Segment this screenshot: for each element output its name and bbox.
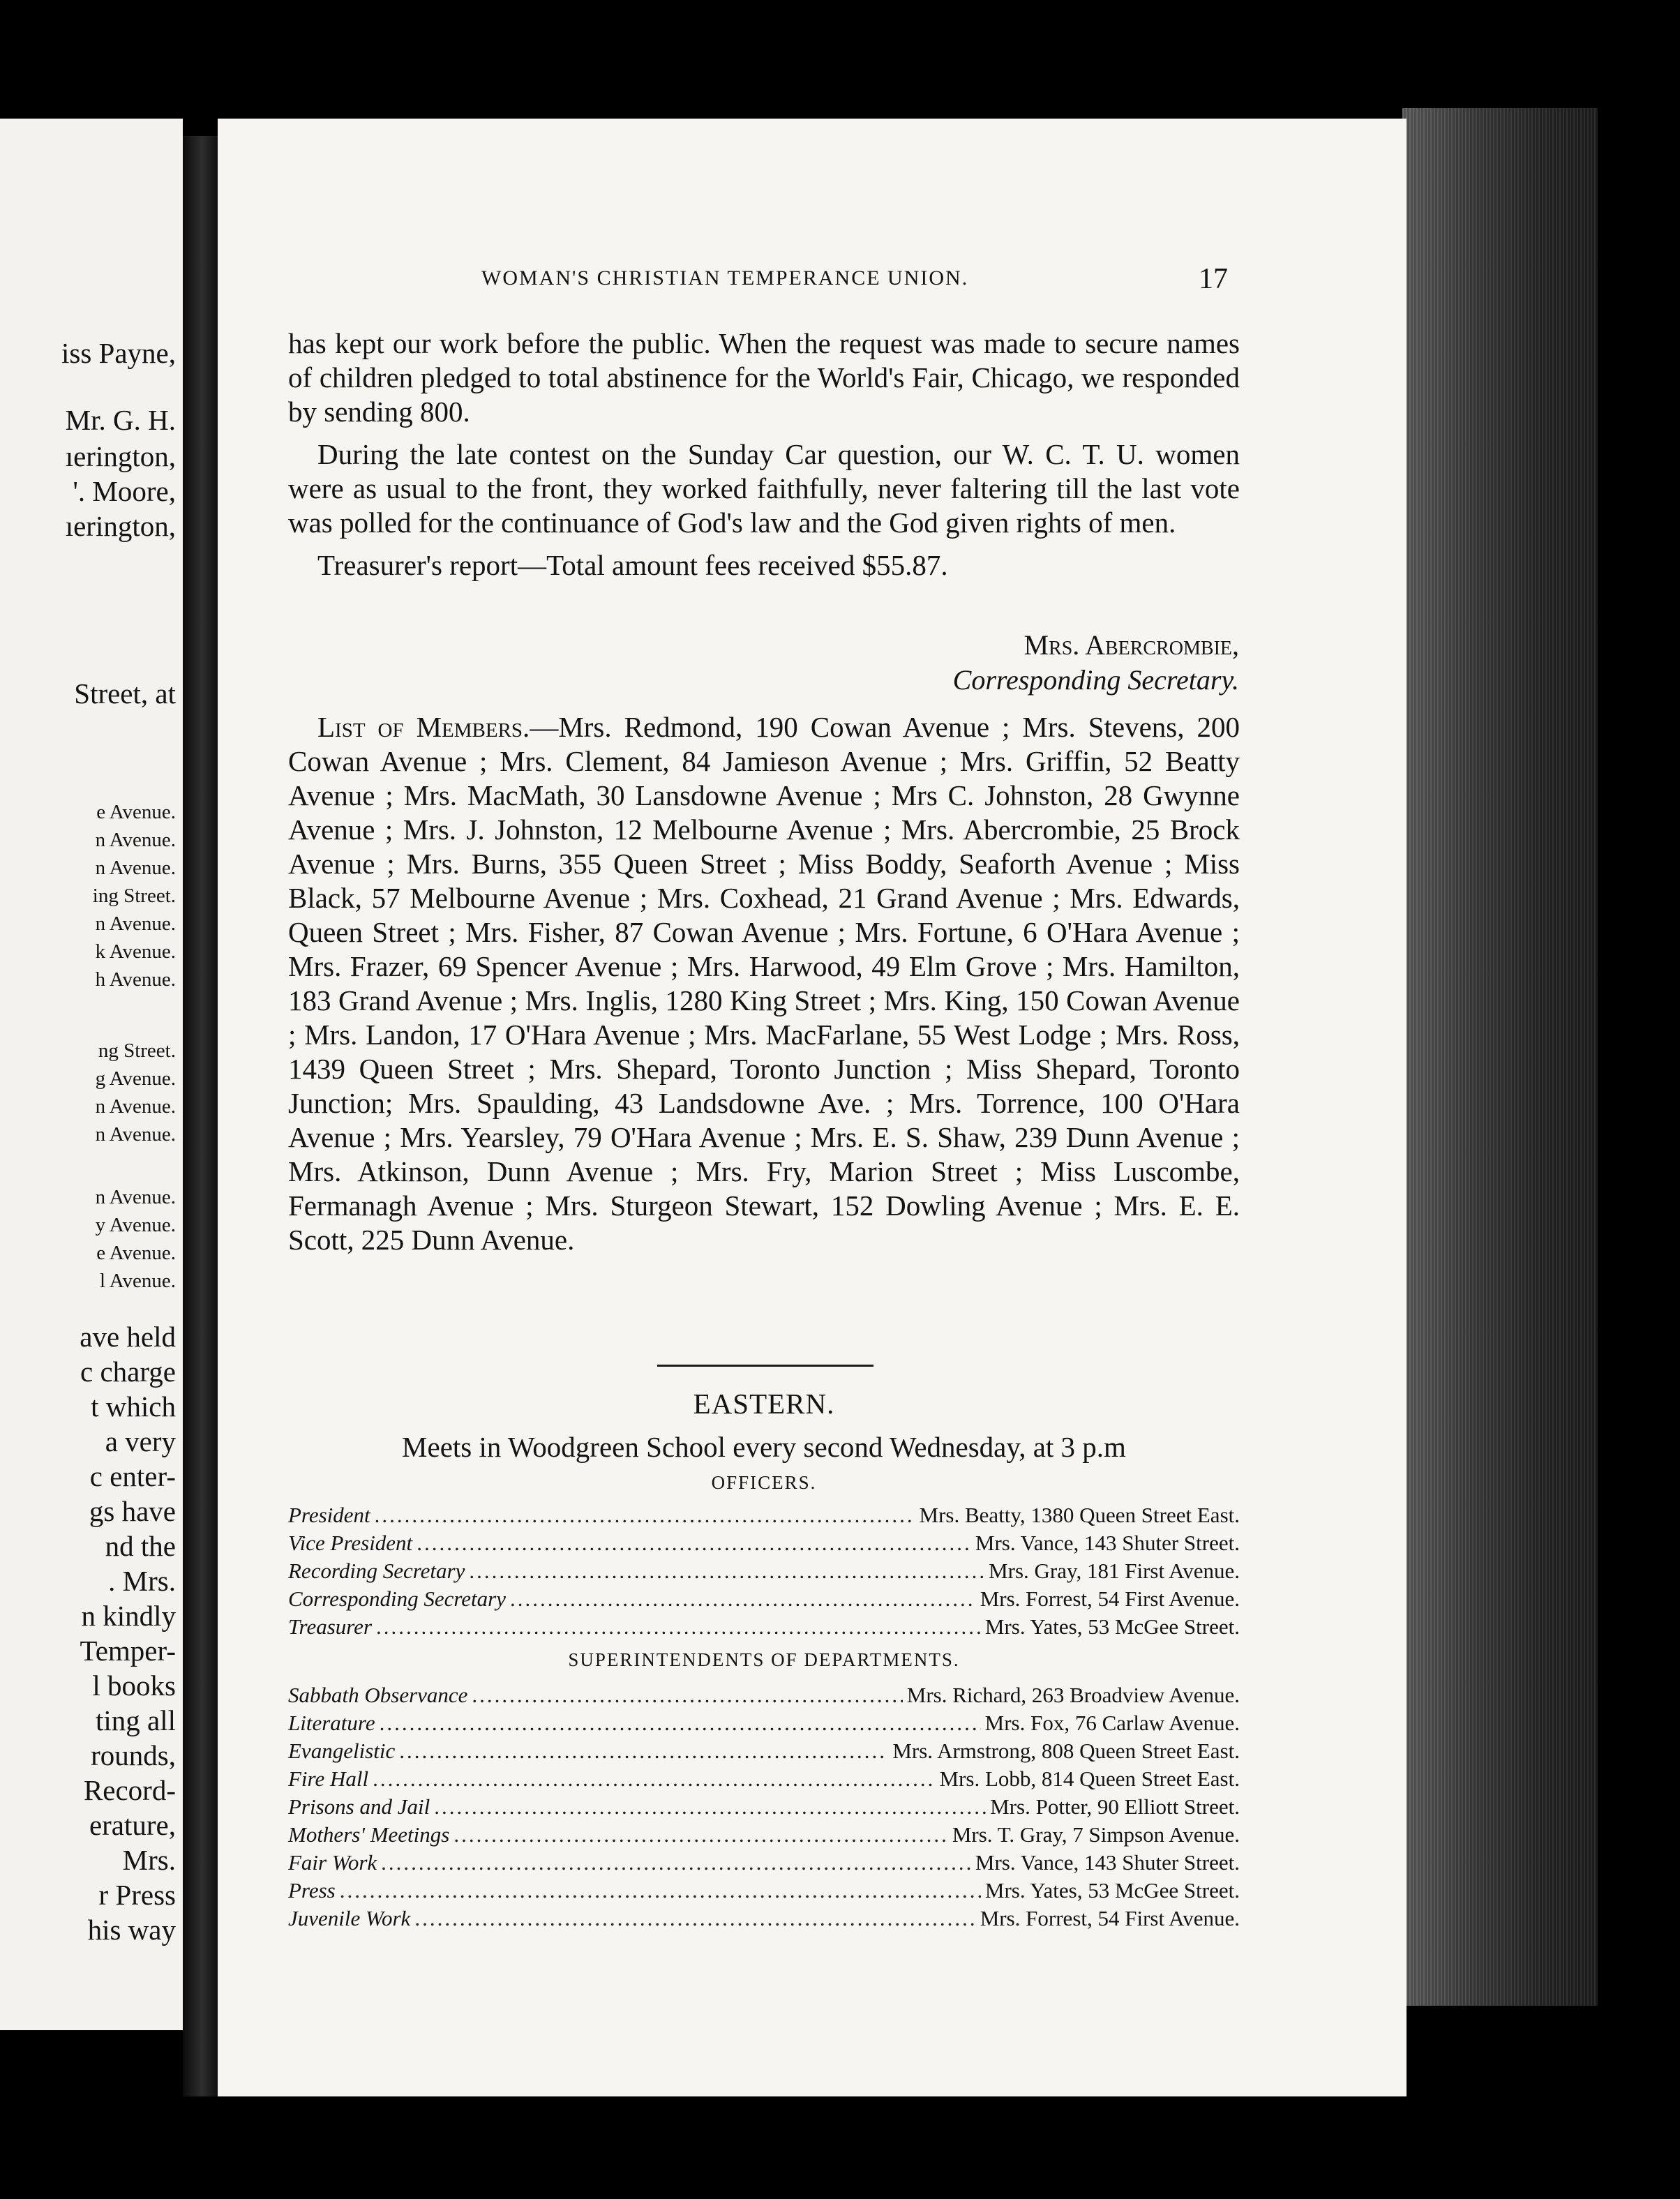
left-page-line: Mrs.	[122, 1844, 176, 1876]
section-title: EASTERN.	[693, 1388, 835, 1420]
officer-name: Mrs. Gray, 181 First Avenue.	[989, 1559, 1240, 1583]
officer-row	[288, 1585, 1240, 1613]
department-name: Literature	[288, 1711, 375, 1735]
officer-name: Mrs. Beatty, 1380 Queen Street East.	[919, 1503, 1240, 1527]
left-page-line: y Avenue.	[95, 1214, 176, 1236]
department-name: Juvenile Work	[288, 1906, 411, 1930]
left-page-line: his way	[87, 1914, 176, 1946]
officers-table	[288, 1501, 1240, 1641]
superintendent-row	[288, 1793, 1240, 1821]
left-page-line: gs have	[89, 1495, 176, 1527]
officer-row	[288, 1613, 1240, 1641]
officer-role: Vice President	[288, 1531, 413, 1555]
left-page-line: n Avenue.	[95, 1123, 176, 1146]
officer-name: Mrs. Vance, 143 Shuter Street.	[975, 1531, 1240, 1555]
left-page-line: n Avenue.	[95, 857, 176, 879]
superintendent-name: Mrs. Lobb, 814 Queen Street East.	[939, 1766, 1240, 1791]
left-page-line: iss Payne,	[61, 337, 176, 369]
left-page-line: Record-	[83, 1774, 176, 1806]
officer-role: President	[288, 1503, 370, 1527]
page-block-edge	[1402, 108, 1598, 2006]
department-name: Prisons and Jail	[288, 1794, 430, 1819]
book-gutter	[183, 136, 218, 2096]
left-page-line: erature,	[89, 1809, 176, 1841]
department-name: Press	[288, 1878, 336, 1902]
left-page-line: c charge	[80, 1356, 176, 1388]
left-page-line: n Avenue.	[95, 1186, 176, 1208]
superintendent-row	[288, 1849, 1240, 1877]
left-page-line: n Avenue.	[95, 1095, 176, 1118]
page-number: 17	[1199, 263, 1228, 295]
superintendents-heading: SUPERINTENDENTS OF DEPARTMENTS.	[568, 1649, 960, 1670]
officer-row	[288, 1529, 1240, 1557]
officer-row	[288, 1501, 1240, 1529]
left-page-line: n Avenue.	[95, 829, 176, 851]
officers-heading: OFFICERS.	[711, 1472, 817, 1493]
left-page-line: rounds,	[91, 1739, 176, 1771]
department-name: Fire Hall	[288, 1766, 369, 1791]
signature-title: Corresponding Secretary.	[952, 664, 1239, 696]
department-name: Mothers' Meetings	[288, 1822, 450, 1847]
left-page-line: Mr. G. H.	[65, 404, 176, 436]
running-head: WOMAN'S CHRISTIAN TEMPERANCE UNION.	[481, 267, 969, 290]
left-page-line: ng Street.	[98, 1040, 176, 1062]
left-page-line: l books	[92, 1669, 176, 1702]
officer-name: Mrs. Forrest, 54 First Avenue.	[980, 1586, 1240, 1611]
officer-name: Mrs. Yates, 53 McGee Street.	[984, 1614, 1240, 1639]
left-page-line: n Avenue.	[95, 913, 176, 935]
left-page-line: '. Moore,	[73, 475, 176, 507]
superintendent-name: Mrs. Vance, 143 Shuter Street.	[975, 1850, 1240, 1875]
member-list-text: —Mrs. Redmond, 190 Cowan Avenue ; Mrs. Stevens, 200 Cowan Avenue ; Mrs. Clement, 84 Jamieson Avenue ; Mrs. Griffin, 52 Beatty Avenue ; Mrs. MacMath, 30 Lansdowne Avenue ; Mrs C. Johnston, 28 Gwynne Avenue ; Mrs. J. Johnston, 12 Melbourne Avenue ; Mrs. Abercrombie, 25 Brock Avenue ; Mrs. Burns, 355 Queen Street ; Miss Boddy, Seaforth Avenue ; Miss Black, 57 Melbourne Avenue ; Mrs. Coxhead, 21 Grand Avenue ; Mrs. Edwards, Queen Street ; Mrs. Fisher, 87 Cowan Avenue ; Mrs. Fortune, 6 O'Hara Avenue ; Mrs. Frazer, 69 Spencer Avenue ; Mrs. Harwood, 49 Elm Grove ; Mrs. Hamilton, 183 Grand Avenue ; Mrs. Inglis, 1280 King Street ; Mrs. King, 150 Cowan Avenue ; Mrs. Landon, 17 O'Hara Avenue ; Mrs. MacFarlane, 55 West Lodge ; Mrs. Ross, 1439 Queen Street ; Mrs. Shepard, Toronto Junction ; Miss Shepard, Toronto Junction; Mrs. Spaulding, 43 Landsdowne Ave. ; Mrs. Torrence, 100 O'Hara Avenue ; Mrs. Yearsley, 79 O'Hara Avenue ; Mrs. E. S. Shaw, 239 Dunn Avenue ; Mrs. Atkinson, Dunn Avenue ; Mrs. Fry, Marion Street ; Miss Luscombe, Fermanagh Avenue ; Mrs. Sturgeon Stewart, 152 Dowling Avenue ; Mrs. E. E. Scott, 225 Dunn Avenue.	[288, 711, 1240, 1256]
officer-role: Corresponding Secretary	[288, 1586, 506, 1611]
member-list	[288, 710, 1240, 1257]
left-facing-page	[0, 119, 183, 2030]
left-page-line: nd the	[105, 1530, 176, 1562]
left-page-line: ave held	[80, 1321, 176, 1353]
superintendent-name: Mrs. T. Gray, 7 Simpson Avenue.	[952, 1822, 1240, 1847]
officer-row	[288, 1557, 1240, 1585]
department-name: Evangelistic	[288, 1739, 396, 1763]
superintendent-name: Mrs. Richard, 263 Broadview Avenue.	[906, 1683, 1240, 1707]
left-page-line: h Avenue.	[95, 968, 176, 991]
left-page-line: Temper-	[80, 1635, 176, 1667]
officer-role: Treasurer	[288, 1614, 373, 1639]
left-page-line: . Mrs.	[108, 1565, 176, 1597]
meeting-info: Meets in Woodgreen School every second Wednesday, at 3 p.m	[402, 1431, 1126, 1463]
superintendent-name: Mrs. Armstrong, 808 Queen Street East.	[892, 1739, 1240, 1763]
left-page-line: n kindly	[81, 1600, 176, 1632]
paragraph-continuation: has kept our work before the public. When the request was made to secure names of children pledged to total abstinence for the World's Fair, Chicago, we responded by sending 800.	[288, 327, 1240, 428]
superintendents-table	[288, 1681, 1240, 1932]
left-page-line: a very	[105, 1425, 176, 1457]
superintendent-name: Mrs. Potter, 90 Elliott Street.	[990, 1794, 1240, 1819]
signature-name: Mrs. Abercrombie,	[1023, 629, 1239, 661]
superintendent-name: Mrs. Fox, 76 Carlaw Avenue.	[984, 1711, 1240, 1735]
left-page-line: e Avenue.	[96, 1242, 176, 1264]
section-divider	[657, 1365, 873, 1367]
member-list-heading: List of Members.	[317, 711, 530, 743]
department-name: Fair Work	[288, 1850, 377, 1875]
superintendent-row	[288, 1877, 1240, 1905]
left-page-line: ıerington,	[65, 440, 176, 472]
department-name: Sabbath Observance	[288, 1683, 468, 1707]
superintendent-row	[288, 1905, 1240, 1932]
superintendent-row	[288, 1765, 1240, 1793]
superintendent-name: Mrs. Forrest, 54 First Avenue.	[980, 1906, 1240, 1930]
left-page-line: r Press	[98, 1879, 176, 1911]
officer-role: Recording Secretary	[288, 1559, 465, 1583]
left-page-line: ting all	[95, 1704, 176, 1736]
left-page-line: e Avenue.	[96, 801, 176, 823]
left-page-line: t which	[91, 1390, 176, 1423]
superintendent-row	[288, 1821, 1240, 1849]
left-page-line: l Avenue.	[100, 1270, 176, 1292]
left-page-line: ing Street.	[92, 885, 176, 907]
paragraph-sunday-car: During the late contest on the Sunday Car question, our W. C. T. U. women were as usual to the front, they worked faithfully, never faltering till the last vote was polled for the continuance of God's law and the God given rights of men.	[288, 438, 1240, 539]
superintendent-row	[288, 1709, 1240, 1737]
left-page-line: Street, at	[74, 677, 176, 710]
left-page-line: c enter-	[89, 1460, 176, 1492]
paragraph-treasurer-report: Treasurer's report—Total amount fees received $55.87.	[317, 549, 948, 581]
left-page-line: g Avenue.	[95, 1067, 176, 1090]
left-page-line: ıerington,	[65, 510, 176, 542]
superintendent-row	[288, 1681, 1240, 1709]
superintendent-name: Mrs. Yates, 53 McGee Street.	[984, 1878, 1240, 1902]
superintendent-row	[288, 1737, 1240, 1765]
body-text	[288, 327, 1240, 583]
signature-block	[698, 628, 1239, 698]
left-page-line: k Avenue.	[95, 940, 176, 963]
